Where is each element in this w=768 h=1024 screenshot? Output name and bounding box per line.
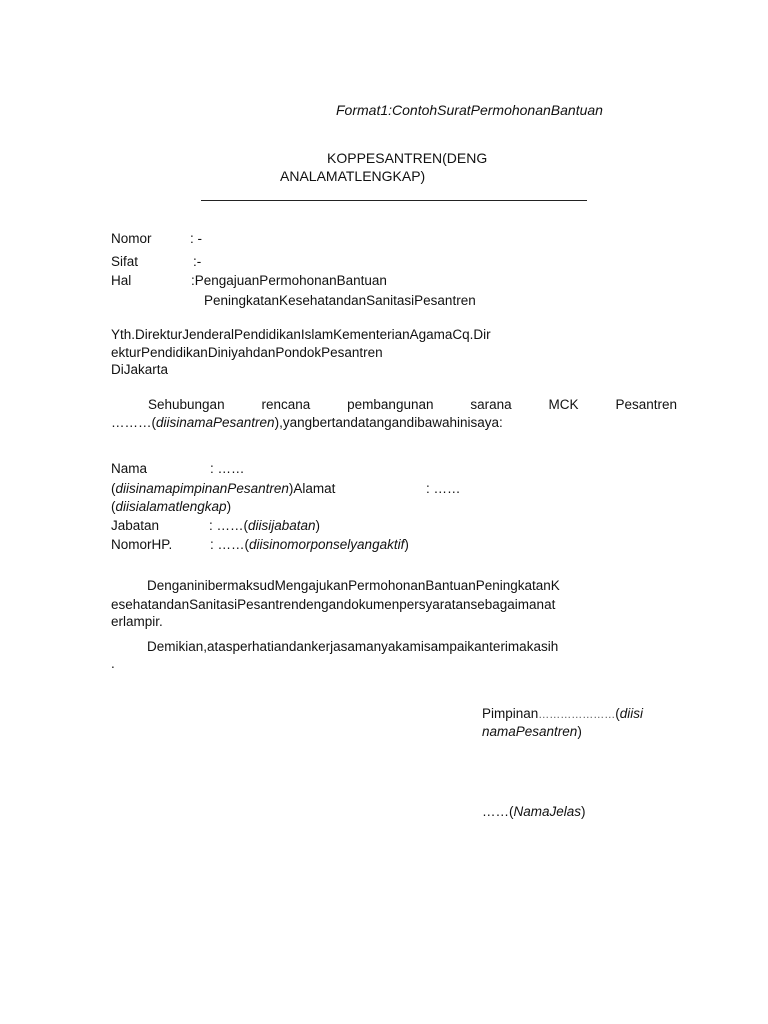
jabatan-value-line	[209, 518, 320, 533]
intro-hint: diisinamaPesantren	[156, 415, 275, 430]
hp-value: : ……(	[210, 537, 249, 552]
alamat-hint-close: )	[226, 499, 232, 514]
hal-value: :PengajuanPermohonanBantuan	[191, 273, 387, 288]
intro-paragraph	[111, 396, 677, 432]
nama-hint-close: )	[288, 481, 294, 496]
closing-line-2: .	[111, 656, 115, 671]
hal-label: Hal	[111, 273, 132, 288]
nama-hint: diisinamapimpinanPesantren	[115, 481, 289, 496]
recipient-line-1: Yth.DirekturJenderalPendidikanIslamKementerianAgamaCq.Dir	[111, 327, 491, 342]
recipient-line-2: ekturPendidikanDiniyahdanPondokPesantren	[111, 345, 383, 360]
intro-dots: ………(	[111, 415, 156, 430]
alamat-hint-line	[111, 499, 231, 514]
hal-value-continued: PeningkatanKesehatandanSanitasiPesantren	[204, 293, 476, 308]
pimpinan-hint-1: diisi	[619, 706, 644, 721]
letterhead-line-2: ANALAMATLENGKAP)	[280, 168, 426, 184]
body-line-1: DenganinibermaksudMengajukanPermohonanBantuanPeningkatanK	[147, 578, 560, 593]
name-prefix: ……(	[482, 804, 514, 819]
alamat-hint: diisialamatlengkap	[115, 499, 227, 514]
name-hint: NamaJelas	[513, 804, 582, 819]
alamat-label: Alamat	[293, 481, 336, 496]
intro-suffix: ),yangbertandatangandibawahinisaya:	[274, 415, 503, 430]
letterhead-line-1: KOPPESANTREN(DENG	[327, 150, 488, 166]
letterhead-divider	[201, 200, 587, 201]
nama-value: : ……	[210, 461, 245, 476]
signature-pimpinan-line	[482, 706, 643, 721]
body-line-2: esehatandanSanitasiPesantrendengandokumenpersyaratansebagaimanat	[111, 597, 556, 612]
alamat-value: : ……	[426, 481, 461, 496]
sifat-value: :-	[193, 254, 202, 269]
hp-close: )	[404, 537, 409, 552]
pimpinan-hint-2: namaPesantren	[482, 724, 578, 739]
hp-hint: diisinomorponselyangaktif	[249, 537, 405, 552]
intro-line-1: Sehubungan rencana pembangunan sarana MCK Pesantren	[148, 397, 677, 412]
signature-pesantren-line	[482, 724, 582, 739]
jabatan-value: : ……(	[209, 518, 248, 533]
hp-value-line	[210, 537, 409, 552]
format-title: Format1:ContohSuratPermohonanBantuan	[336, 102, 603, 118]
jabatan-hint: diisijabatan	[248, 518, 316, 533]
body-line-3: erlampir.	[111, 614, 163, 629]
pimpinan-dots: …………………	[538, 709, 616, 721]
signature-name-line	[482, 804, 586, 819]
nama-label: Nama	[111, 461, 148, 476]
pimpinan-open: (	[615, 706, 620, 721]
pimpinan-label: Pimpinan	[482, 706, 539, 721]
closing-line-1: Demikian,atasperhatiandankerjasamanyakamisampaikanterimakasih	[147, 639, 559, 654]
nama-hint-open: (	[111, 481, 116, 496]
sifat-label: Sifat	[111, 254, 139, 269]
hp-label: NomorHP.	[111, 537, 173, 552]
jabatan-close: )	[315, 518, 321, 533]
nama-hint-line	[111, 481, 335, 496]
nomor-value: : -	[190, 231, 202, 246]
alamat-hint-open: (	[111, 499, 116, 514]
intro-line-2	[111, 414, 677, 432]
recipient-line-3: DiJakarta	[111, 362, 169, 377]
pimpinan-close: )	[577, 724, 582, 739]
name-close: )	[581, 804, 586, 819]
jabatan-label: Jabatan	[111, 518, 160, 533]
nomor-label: Nomor	[111, 231, 152, 246]
